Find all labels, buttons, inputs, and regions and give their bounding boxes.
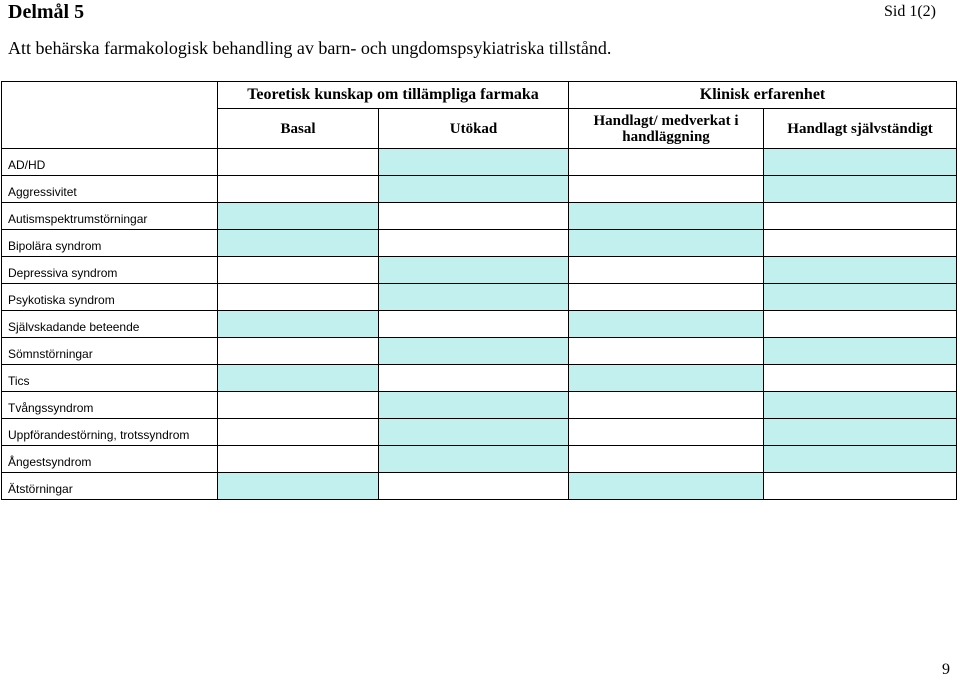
row-label-text: Depressiva syndrom [8, 266, 118, 280]
row-label-text: Bipolära syndrom [8, 239, 102, 253]
row-label-text: Självskadande beteende [8, 320, 140, 334]
group-header-theory: Teoretisk kunskap om tillämpliga farmaka [218, 82, 569, 109]
table-row [2, 473, 957, 500]
table-row [2, 149, 957, 176]
shaded-cell [379, 446, 569, 473]
row-label [2, 473, 218, 500]
table-row [2, 446, 957, 473]
table-row [2, 419, 957, 446]
table-body [2, 149, 957, 500]
input-cell[interactable] [569, 284, 764, 311]
row-label-text: Uppförandestörning, trotssyndrom [8, 428, 190, 442]
row-label [2, 392, 218, 419]
input-cell[interactable] [569, 176, 764, 203]
row-label-text: Ätstörningar [8, 482, 73, 496]
input-cell[interactable] [218, 419, 379, 446]
shaded-cell [569, 473, 764, 500]
input-cell[interactable] [379, 311, 569, 338]
shaded-cell [764, 176, 957, 203]
row-label [2, 203, 218, 230]
shaded-cell [218, 365, 379, 392]
table-row [2, 311, 957, 338]
shaded-cell [379, 176, 569, 203]
section-heading: Delmål 5 [8, 1, 85, 23]
input-cell[interactable] [218, 284, 379, 311]
table-row [2, 203, 957, 230]
row-label-text: Psykotiska syndrom [8, 293, 115, 307]
table-row [2, 365, 957, 392]
table-row [2, 176, 957, 203]
shaded-cell [764, 419, 957, 446]
shaded-cell [569, 365, 764, 392]
row-label-text: Ångestsyndrom [8, 455, 92, 469]
shaded-cell [569, 230, 764, 257]
input-cell[interactable] [569, 257, 764, 284]
input-cell[interactable] [569, 419, 764, 446]
row-label [2, 176, 218, 203]
group-header-clinical: Klinisk erfarenhet [569, 82, 957, 109]
shaded-cell [379, 257, 569, 284]
table-row [2, 392, 957, 419]
input-cell[interactable] [764, 473, 957, 500]
row-label [2, 284, 218, 311]
shaded-cell [764, 446, 957, 473]
shaded-cell [764, 338, 957, 365]
competence-table [1, 81, 957, 500]
input-cell[interactable] [569, 392, 764, 419]
table-corner [2, 82, 218, 149]
input-cell[interactable] [379, 473, 569, 500]
row-label [2, 311, 218, 338]
row-label [2, 257, 218, 284]
shaded-cell [379, 284, 569, 311]
column-header-utokad: Utökad [379, 109, 569, 149]
page-indicator: Sid 1(2) [884, 3, 936, 20]
row-label [2, 149, 218, 176]
shaded-cell [218, 473, 379, 500]
row-label [2, 419, 218, 446]
shaded-cell [379, 338, 569, 365]
shaded-cell [379, 149, 569, 176]
input-cell[interactable] [379, 365, 569, 392]
row-label-text: Tics [8, 374, 30, 388]
input-cell[interactable] [218, 392, 379, 419]
input-cell[interactable] [379, 230, 569, 257]
shaded-cell [218, 203, 379, 230]
input-cell[interactable] [218, 446, 379, 473]
input-cell[interactable] [569, 446, 764, 473]
shaded-cell [379, 419, 569, 446]
shaded-cell [569, 311, 764, 338]
shaded-cell [764, 284, 957, 311]
input-cell[interactable] [218, 176, 379, 203]
shaded-cell [218, 311, 379, 338]
row-label-text: Tvångssyndrom [8, 401, 94, 415]
table-row [2, 284, 957, 311]
row-label [2, 365, 218, 392]
input-cell[interactable] [569, 149, 764, 176]
input-cell[interactable] [764, 203, 957, 230]
row-label [2, 230, 218, 257]
column-header-sjalvstandigt: Handlagt självständigt [764, 109, 957, 149]
input-cell[interactable] [218, 149, 379, 176]
footer-page-number: 9 [942, 661, 950, 678]
row-label-text: Aggressivitet [8, 185, 77, 199]
shaded-cell [764, 392, 957, 419]
input-cell[interactable] [764, 230, 957, 257]
shaded-cell [218, 230, 379, 257]
section-subtitle: Att behärska farmakologisk behandling av barn- och ungdomspsykiatriska tillstånd. [8, 38, 612, 58]
column-header-basal: Basal [218, 109, 379, 149]
table-row [2, 230, 957, 257]
row-label-text: AD/HD [8, 158, 46, 172]
shaded-cell [379, 392, 569, 419]
row-label-text: Autismspektrumstörningar [8, 212, 148, 226]
input-cell[interactable] [764, 311, 957, 338]
table-row [2, 338, 957, 365]
input-cell[interactable] [764, 365, 957, 392]
input-cell[interactable] [569, 338, 764, 365]
row-label-text: Sömnstörningar [8, 347, 93, 361]
column-header-medverkat: Handlagt/ medverkat i handläggning [569, 109, 764, 149]
input-cell[interactable] [218, 338, 379, 365]
shaded-cell [569, 203, 764, 230]
row-label [2, 338, 218, 365]
shaded-cell [764, 257, 957, 284]
shaded-cell [764, 149, 957, 176]
row-label [2, 446, 218, 473]
input-cell[interactable] [218, 257, 379, 284]
input-cell[interactable] [379, 203, 569, 230]
table-row [2, 257, 957, 284]
